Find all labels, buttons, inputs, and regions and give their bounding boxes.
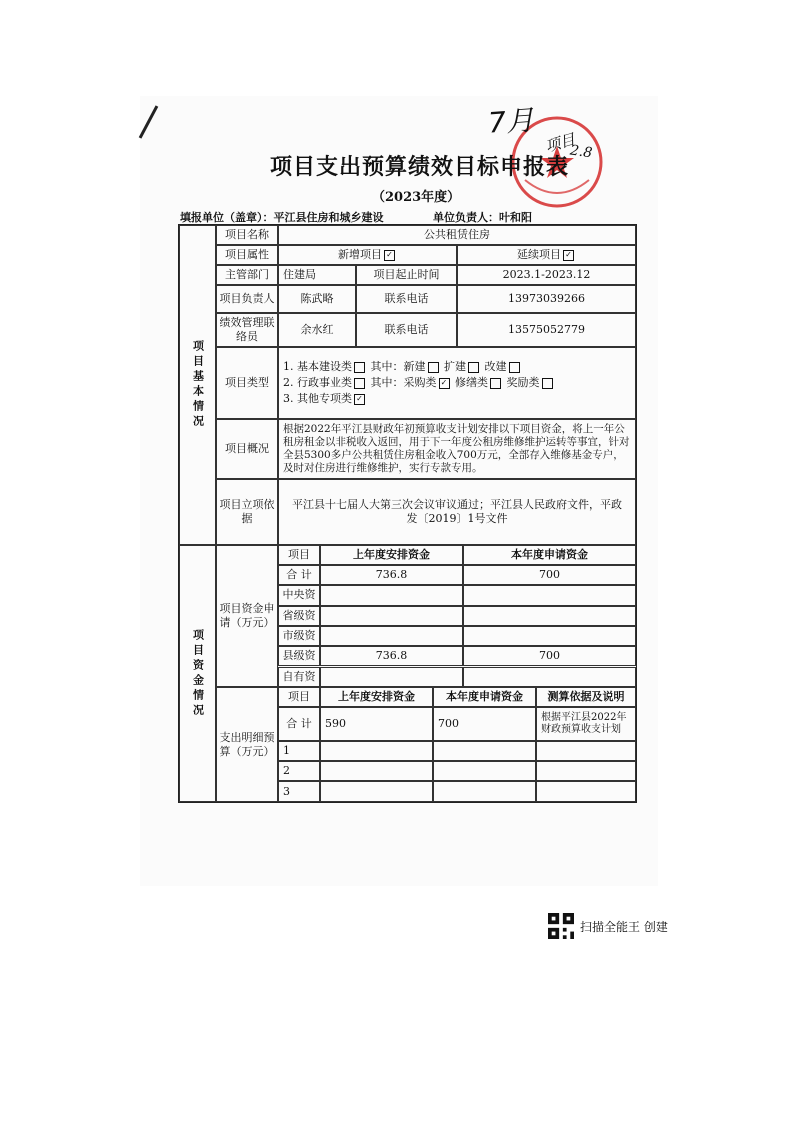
detail-cell-this [433, 781, 536, 802]
detail-cell-name: 合 计 [278, 707, 320, 741]
detail-col-last: 上年度安排资金 [320, 687, 433, 707]
checkbox-checked[interactable]: ✓ [439, 378, 450, 389]
funds-cell-this [463, 585, 636, 605]
fill-unit-label: 填报单位（盖章）：平江县住房和城乡建设 [180, 211, 384, 224]
detail-col-item: 项目 [278, 687, 320, 707]
funds-col-last: 上年度安排资金 [320, 545, 463, 565]
detail-cell-last [320, 781, 433, 802]
type-line-2: 2. 行政事业类 其中：采购类 ✓ 修缮类 奖励类 [283, 375, 555, 391]
funds-col-item: 项目 [278, 545, 320, 565]
section-basic-info: 项目基本情况 [179, 225, 216, 545]
checkbox-empty[interactable] [354, 378, 365, 389]
handwritten-signature: 7月 [487, 103, 536, 140]
document-year: （2023年度） [372, 190, 461, 205]
detail-col-basis: 测算依据及说明 [536, 687, 636, 707]
dept-label: 主管部门 [216, 265, 278, 285]
detail-cell-name: 2 [278, 761, 320, 781]
funds-cell-last [320, 667, 463, 687]
detail-cell-name: 3 [278, 781, 320, 802]
funds-cell-last: 736.8 [320, 646, 463, 666]
lead-label: 项目负责人 [216, 285, 278, 313]
perf-phone-label: 联系电话 [356, 313, 457, 347]
unit-head-label: 单位负责人：叶和阳 [433, 211, 532, 224]
overview-text: 根据2022年平江县财政年初预算收支计划安排以下项目资金，将上一年公租房租金以非税收入返回，用于下一年度公租房维修维护运转等事宜，针对全县5300多户公共租赁住房租金收入700万元，全部存入维修基金专户，及时对住房进行维修维护，实行专款专用。 [278, 419, 636, 479]
attr-cont [457, 245, 636, 265]
funds-cell-this: 700 [463, 646, 636, 666]
detail-cell-this: 700 [433, 707, 536, 741]
detail-cell-basis [536, 761, 636, 781]
detail-label: 支出明细预算（万元） [216, 687, 278, 802]
detail-cell-this [433, 741, 536, 761]
funds-cell-last [320, 585, 463, 605]
detail-col-this: 本年度申请资金 [433, 687, 536, 707]
lead-name: 陈武略 [278, 285, 356, 313]
funds-cell-last: 736.8 [320, 565, 463, 585]
type-options [278, 347, 636, 419]
qr-code-icon [548, 913, 574, 939]
funds-apply-label: 项目资金申请（万元） [216, 545, 278, 687]
funds-cell-name: 中央资 [278, 585, 320, 605]
funds-cell-this [463, 626, 636, 646]
funds-cell-this: 700 [463, 565, 636, 585]
basis-label: 项目立项依据 [216, 479, 278, 545]
checkbox-empty[interactable] [354, 362, 365, 373]
detail-cell-basis: 根据平江县2022年财政预算收支计划 [536, 707, 636, 741]
checkbox-checked[interactable]: ✓ [563, 250, 574, 261]
funds-cell-this [463, 667, 636, 687]
period-value: 2023.1-2023.12 [457, 265, 636, 285]
handwritten-note: 项目 [543, 130, 578, 156]
detail-cell-this [433, 761, 536, 781]
dept-value: 住建局 [278, 265, 356, 285]
funds-cell-name: 县级资 [278, 646, 320, 666]
checkbox-empty[interactable] [542, 378, 553, 389]
attr-label: 项目属性 [216, 245, 278, 265]
type-label: 项目类型 [216, 347, 278, 419]
funds-cell-last [320, 606, 463, 626]
section-fund-info: 项目资金情况 [179, 545, 216, 802]
checkbox-empty[interactable] [428, 362, 439, 373]
form-table [178, 224, 637, 803]
attr-new [278, 245, 457, 265]
attr-cont-label: 延续项目 [517, 248, 561, 261]
period-label: 项目起止时间 [356, 265, 457, 285]
checkbox-empty[interactable] [468, 362, 479, 373]
type-line-3: 3. 其他专项类 ✓ [283, 391, 367, 407]
funds-cell-name: 市级资 [278, 626, 320, 646]
funds-cell-this [463, 606, 636, 626]
funds-col-this: 本年度申请资金 [463, 545, 636, 565]
handwritten-date: 2.8 [568, 142, 594, 162]
overview-label: 项目概况 [216, 419, 278, 479]
type-line-1: 1. 基本建设类 其中：新建 扩建 改建 [283, 359, 522, 375]
detail-cell-name: 1 [278, 741, 320, 761]
funds-cell-last [320, 626, 463, 646]
funds-cell-name: 合 计 [278, 565, 320, 585]
watermark-text: 扫描全能王 创建 [580, 919, 668, 934]
detail-cell-last [320, 761, 433, 781]
checkbox-empty[interactable] [490, 378, 501, 389]
funds-cell-name: 省级资 [278, 606, 320, 626]
funds-cell-name: 自有资 [278, 667, 320, 687]
detail-cell-last [320, 741, 433, 761]
detail-cell-basis [536, 741, 636, 761]
checkbox-empty[interactable] [509, 362, 520, 373]
perf-label: 绩效管理联络员 [216, 313, 278, 347]
detail-cell-last: 590 [320, 707, 433, 741]
perf-phone: 13575052779 [457, 313, 636, 347]
lead-phone: 13973039266 [457, 285, 636, 313]
checkbox-checked[interactable]: ✓ [354, 394, 365, 405]
checkbox-checked[interactable]: ✓ [384, 250, 395, 261]
attr-new-label: 新增项目 [338, 248, 382, 261]
name-label: 项目名称 [216, 225, 278, 245]
name-value: 公共租赁住房 [278, 225, 636, 245]
basis-text: 平江县十七届人大第三次会议审议通过；平江县人民政府文件，平政发〔2019〕1号文件 [278, 479, 636, 545]
lead-phone-label: 联系电话 [356, 285, 457, 313]
detail-cell-basis [536, 781, 636, 802]
scanner-watermark [548, 913, 668, 939]
perf-name: 余水红 [278, 313, 356, 347]
document-title: 项目支出预算绩效目标申报表 [270, 154, 570, 180]
